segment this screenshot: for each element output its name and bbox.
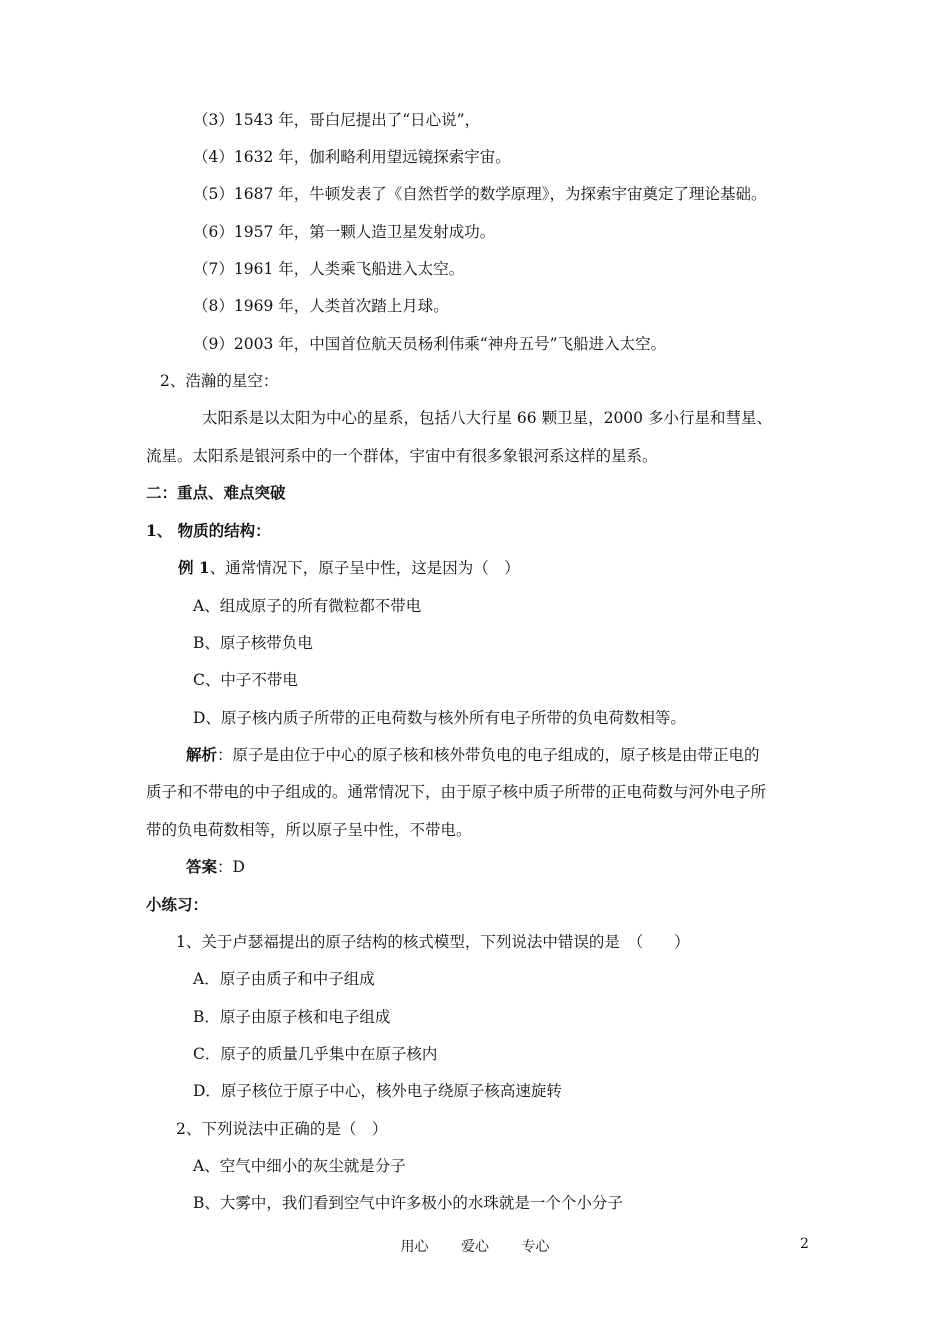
section-subtitle: 1、 物质的结构：: [146, 521, 271, 540]
example-label: 例 1: [178, 558, 210, 577]
sky-heading: 2、浩瀚的星空：: [160, 372, 279, 390]
example-option: A、组成原子的所有微粒都不带电: [193, 597, 422, 615]
practice-option: A、空气中细小的灰尘就是分子: [193, 1157, 406, 1175]
practice-question-2: 2、下列说法中正确的是（ ）: [176, 1120, 388, 1138]
practice-option: D．原子核位于原子中心，核外电子绕原子核高速旋转: [193, 1082, 562, 1100]
example-question: [178, 558, 520, 578]
footer-word: 用心: [400, 1239, 429, 1255]
analysis-label: 解析: [186, 745, 218, 764]
practice-option: A．原子由质子和中子组成: [193, 970, 375, 988]
practice-question-1: 1、关于卢瑟福提出的原子结构的核式模型，下列说法中错误的是 （ ）: [176, 933, 690, 951]
example-option: D、原子核内质子所带的正电荷数与核外所有电子所带的负电荷数相等。: [193, 709, 686, 727]
analysis-line: 带的负电荷数相等，所以原子呈中性，不带电。: [146, 821, 472, 839]
sky-paragraph-line2: 流星。太阳系是银河系中的一个群体，宇宙中有很多象银河系这样的星系。: [146, 447, 658, 465]
section-title: 二：重点、难点突破: [146, 483, 286, 502]
timeline-item: （8）1969 年，人类首次踏上月球。: [193, 297, 449, 315]
timeline-item: （7）1961 年，人类乘飞船进入太空。: [193, 260, 465, 278]
timeline-item: （6）1957 年，第一颗人造卫星发射成功。: [193, 223, 496, 241]
example-option: B、原子核带负电: [193, 634, 313, 652]
example-option: C、中子不带电: [193, 671, 298, 689]
practice-option: B、大雾中，我们看到空气中许多极小的水珠就是一个个小分子: [193, 1194, 623, 1212]
practice-option: C．原子的质量几乎集中在原子核内: [193, 1045, 438, 1063]
answer-label: 答案: [186, 857, 218, 876]
answer-value: ：D: [217, 858, 245, 876]
timeline-item: （4）1632 年，伽利略利用望远镜探索宇宙。: [193, 148, 511, 166]
analysis-text: ：原子是由位于中心的原子核和核外带负电的电子组成的，原子核是由带正电的: [217, 746, 760, 764]
footer-word: 爱心: [461, 1239, 489, 1255]
sky-paragraph-line1: 太阳系是以太阳为中心的星系，包括八大行星 66 颗卫星，2000 多小行星和彗星、: [202, 409, 772, 427]
timeline-item: （9）2003 年，中国首位航天员杨利伟乘“神舟五号”飞船进入太空。: [193, 335, 667, 353]
practice-option: B．原子由原子核和电子组成: [193, 1008, 391, 1026]
analysis-line: 质子和不带电的中子组成的。通常情况下，由于原子核中质子所带的正电荷数与河外电子所: [146, 783, 767, 801]
page-number: 2: [800, 1236, 809, 1252]
timeline-item: （5）1687 年，牛顿发表了《自然哲学的数学原理》，为探索宇宙奠定了理论基础。: [193, 185, 767, 203]
answer-line: [186, 857, 245, 877]
timeline-item: （3）1543 年，哥白尼提出了“日心说”，: [193, 111, 481, 129]
practice-title: 小练习：: [146, 895, 209, 914]
example-question-text: 、通常情况下，原子呈中性，这是因为（ ）: [209, 559, 520, 577]
analysis-line: [186, 745, 760, 765]
footer-word: 专心: [521, 1239, 550, 1255]
